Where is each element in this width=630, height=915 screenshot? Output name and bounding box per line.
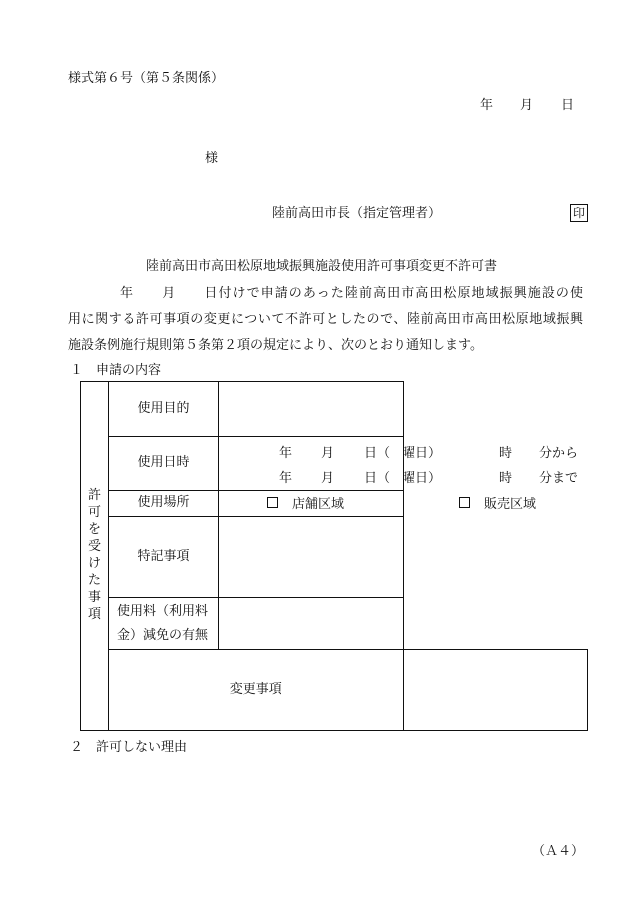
- dt1-month: 月: [321, 446, 335, 461]
- vertical-char: 受: [87, 539, 101, 555]
- purpose-label: 使用目的: [109, 382, 219, 437]
- checkbox-sales[interactable]: [459, 497, 470, 508]
- vertical-char: を: [87, 522, 101, 538]
- body-line-1: 年 月 日付けで申請のあった陸前高田市高田松原地域振興施設の使: [120, 286, 583, 301]
- form-number: 様式第６号（第５条関係）: [68, 71, 225, 86]
- dt2-day: 日（: [364, 471, 391, 486]
- dt2-year: 年: [279, 471, 293, 486]
- addressee-suffix: 様: [205, 151, 219, 166]
- dt1-day: 日（: [364, 446, 391, 461]
- section-1-heading: １ 申請の内容: [70, 363, 162, 378]
- vertical-char: 許: [87, 488, 101, 504]
- dt2-weekday: 曜日）: [402, 471, 442, 486]
- vertical-char: 事: [87, 589, 101, 605]
- fee-reduction-label-line1: 使用料（利用料: [117, 603, 209, 619]
- place-field: [219, 491, 537, 517]
- fee-reduction-field[interactable]: [219, 598, 404, 650]
- place-option-sales[interactable]: [459, 497, 536, 511]
- notes-field[interactable]: [219, 517, 404, 598]
- body-line-3: 施設条例施行規則第５条第２項の規定により、次のとおり通知します。: [68, 338, 483, 353]
- place-label: 使用場所: [109, 491, 219, 517]
- seal-text: 印: [570, 204, 588, 222]
- date-year: 年: [480, 98, 494, 113]
- notes-label: 特記事項: [109, 517, 219, 598]
- datetime-label: 使用日時: [109, 437, 219, 491]
- checkbox-store[interactable]: [267, 497, 278, 508]
- date-day: 日: [561, 98, 575, 113]
- body-line-2: 用に関する許可事項の変更について不許可としたので、陸前高田市高田松原地域振興: [68, 312, 583, 327]
- change-label: 変更事項: [109, 650, 404, 731]
- place-option-sales-label: 販売区域: [484, 497, 537, 512]
- date-month: 月: [520, 98, 534, 113]
- application-table: [80, 381, 588, 731]
- permitted-items-label: [81, 382, 109, 731]
- place-option-store[interactable]: [267, 497, 344, 511]
- dt1-minute: 分から: [539, 446, 579, 461]
- purpose-field[interactable]: [219, 382, 404, 437]
- dt1-weekday: 曜日）: [402, 446, 442, 461]
- vertical-char: け: [87, 556, 101, 571]
- change-field[interactable]: [403, 650, 588, 731]
- place-option-store-label: 店舗区域: [292, 497, 345, 512]
- seal-mark: [570, 204, 588, 222]
- issuer: 陸前高田市長（指定管理者）: [272, 206, 442, 221]
- vertical-char: 項: [87, 606, 101, 622]
- dt2-month: 月: [321, 471, 335, 486]
- fee-reduction-label-line2: 金）減免の有無: [117, 627, 209, 643]
- fee-reduction-label: [109, 598, 219, 650]
- vertical-char: 可: [87, 505, 101, 521]
- vertical-char: た: [87, 572, 101, 588]
- dt2-minute: 分まで: [539, 471, 579, 486]
- paper-size: （Ａ４）: [532, 844, 585, 859]
- section-2-heading: ２ 許可しない理由: [70, 740, 188, 755]
- dt1-year: 年: [279, 446, 293, 461]
- dt2-hour: 時: [499, 471, 513, 486]
- dt1-hour: 時: [499, 446, 513, 461]
- datetime-field[interactable]: [219, 437, 579, 491]
- document-title: 陸前高田市高田松原地域振興施設使用許可事項変更不許可書: [146, 259, 498, 274]
